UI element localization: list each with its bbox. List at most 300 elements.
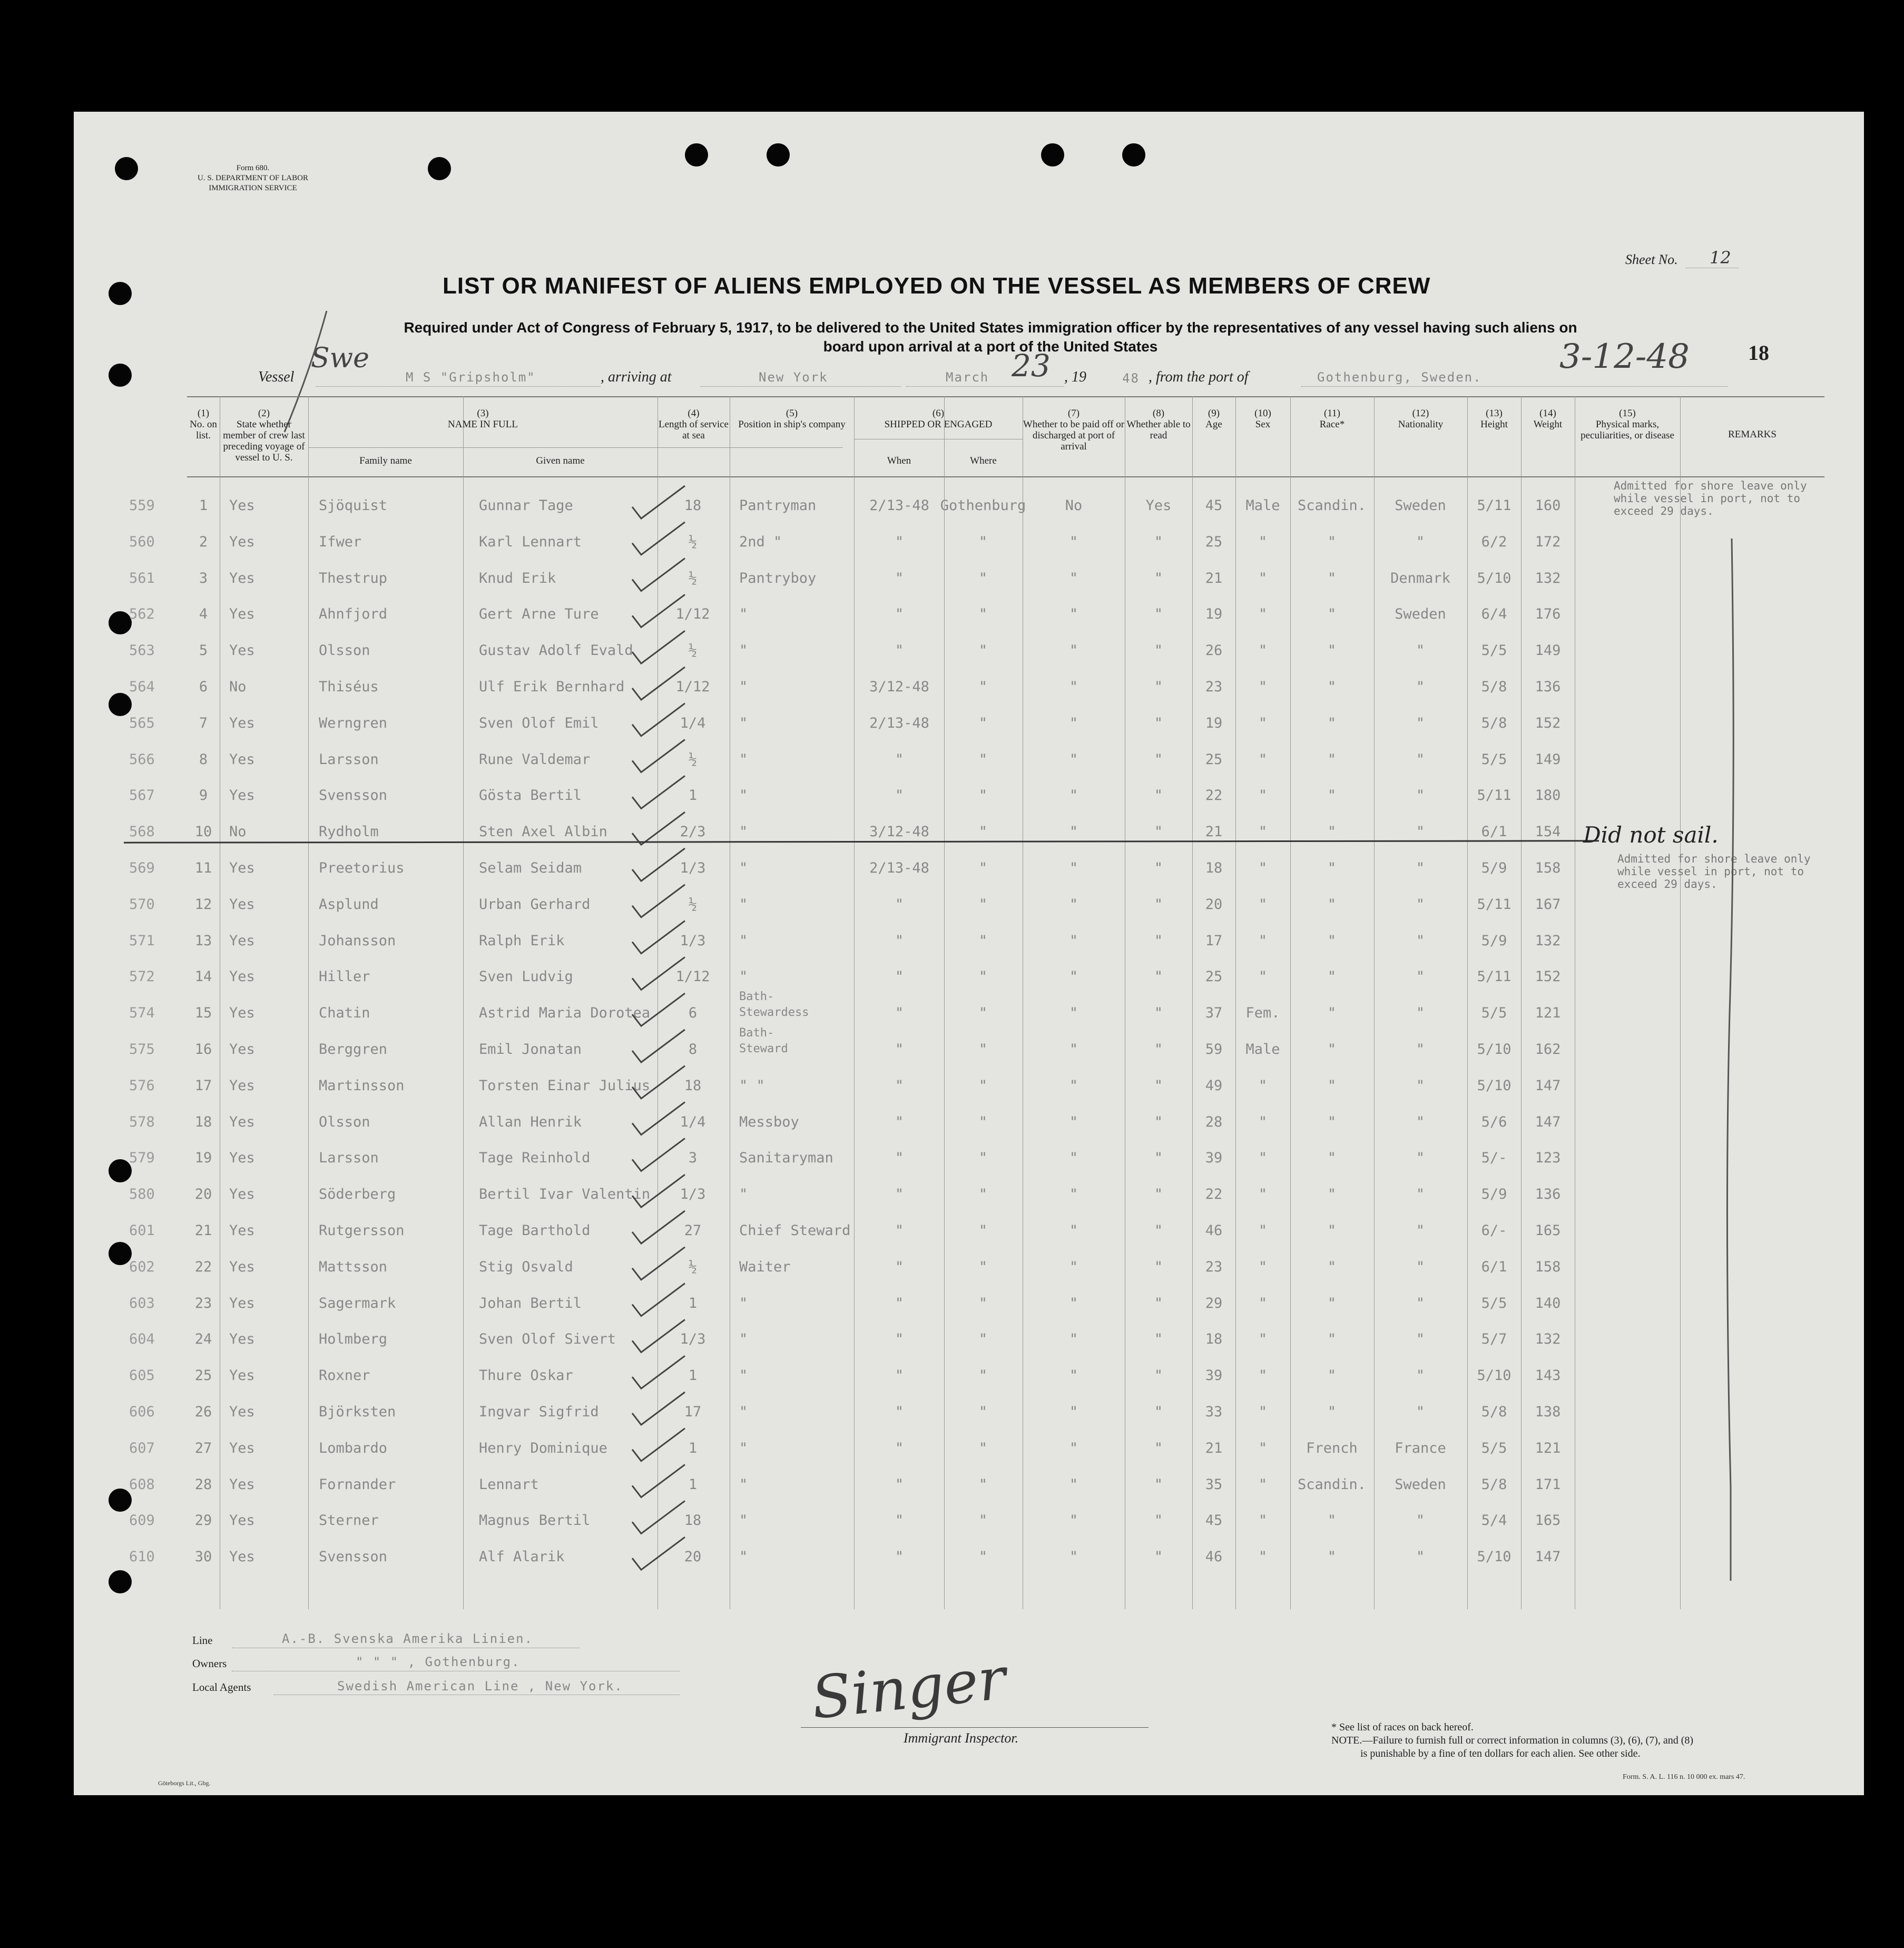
cell-position: " — [739, 824, 748, 840]
cell-margin-number: 562 — [129, 606, 155, 623]
cell-nationality: " — [1416, 714, 1425, 731]
cell-shipped-where: " — [978, 787, 988, 804]
cell-nationality: " — [1416, 1077, 1425, 1094]
local-agents-label: Local Agents — [192, 1681, 251, 1694]
cell-paid-off: " — [1069, 1512, 1078, 1529]
check-mark — [632, 1247, 685, 1280]
vessel-label: Vessel — [258, 369, 295, 385]
cell-given-name: Tage Reinhold — [479, 1150, 591, 1167]
cell-paid-off: " — [1069, 1331, 1078, 1348]
cell-race: " — [1327, 1150, 1337, 1167]
cell-shipped-where: " — [978, 1150, 988, 1167]
check-mark — [632, 1501, 685, 1533]
cell-paid-off: " — [1069, 1222, 1078, 1239]
cell-weight: 152 — [1535, 968, 1561, 985]
cell-shipped-where: " — [978, 860, 988, 876]
cell-given-name: Henry Dominique — [479, 1440, 607, 1456]
cell-prior-voyage: Yes — [229, 1041, 255, 1058]
cell-race: " — [1327, 1258, 1337, 1275]
cell-able-to-read: " — [1154, 1476, 1163, 1493]
cell-nationality: Denmark — [1390, 570, 1450, 586]
cell-nationality: France — [1395, 1440, 1446, 1456]
check-mark — [632, 957, 685, 990]
owners-value: " " " , Gothenburg. — [356, 1655, 521, 1669]
cell-position: " — [739, 968, 748, 985]
cell-shipped-where: " — [978, 1476, 988, 1493]
cell-able-to-read: " — [1154, 1150, 1163, 1167]
cell-list-number: 27 — [194, 1440, 212, 1456]
cell-position: Waiter — [739, 1258, 791, 1275]
cell-age: 39 — [1205, 1367, 1223, 1384]
cell-margin-number: 608 — [129, 1476, 155, 1493]
cell-able-to-read: " — [1154, 1404, 1163, 1420]
cell-paid-off: " — [1069, 824, 1078, 840]
cell-age: 19 — [1205, 606, 1223, 623]
check-mark — [632, 1284, 685, 1316]
cell-sex: " — [1258, 714, 1268, 731]
cell-prior-voyage: Yes — [229, 1367, 255, 1384]
punch-hole — [109, 1242, 132, 1265]
cell-paid-off: " — [1069, 1404, 1078, 1420]
cell-age: 33 — [1205, 1404, 1223, 1420]
cell-service-length: 1 — [688, 1295, 698, 1311]
header-remarks: REMARKS — [1728, 429, 1777, 440]
cell-given-name: Ingvar Sigfrid — [479, 1404, 599, 1420]
cell-age: 35 — [1205, 1476, 1223, 1493]
cell-family-name: Sagermark — [319, 1295, 396, 1311]
cell-able-to-read: " — [1154, 1005, 1163, 1022]
form-number: Form 680. — [236, 164, 270, 172]
cell-paid-off: " — [1069, 896, 1078, 913]
cell-paid-off: " — [1069, 1077, 1078, 1094]
cell-list-number: 18 — [194, 1113, 212, 1130]
cell-age: 18 — [1205, 1331, 1223, 1348]
cell-prior-voyage: Yes — [229, 570, 255, 586]
cell-position: " — [739, 1186, 748, 1203]
cell-paid-off: " — [1069, 1258, 1078, 1275]
cell-nationality: " — [1416, 1549, 1425, 1565]
cell-margin-number: 560 — [129, 533, 155, 550]
cell-shipped-when: " — [895, 642, 904, 659]
cell-weight: 140 — [1535, 1295, 1561, 1311]
cell-service-length: 17 — [684, 1404, 702, 1420]
cell-given-name: Sten Axel Albin — [479, 824, 607, 840]
cell-race: " — [1327, 570, 1337, 586]
cell-prior-voyage: Yes — [229, 497, 255, 514]
cell-age: 25 — [1205, 533, 1223, 550]
header-age: (9) Age — [1205, 408, 1222, 430]
cell-age: 28 — [1205, 1113, 1223, 1130]
printer-mark: Göteborgs Lit., Gbg. — [158, 1779, 211, 1787]
cell-given-name: Sven Ludvig — [479, 968, 573, 985]
cell-prior-voyage: Yes — [229, 1222, 255, 1239]
cell-margin-number: 569 — [129, 860, 155, 876]
cell-service-length: 8 — [688, 1041, 698, 1058]
cell-position: " — [739, 1331, 748, 1348]
cell-race: " — [1327, 714, 1337, 731]
cell-race: " — [1327, 1331, 1337, 1348]
cell-nationality: " — [1416, 896, 1425, 913]
cell-family-name: Svensson — [319, 1549, 388, 1565]
cell-position: " — [739, 860, 748, 876]
header-physical-marks: (15) Physical marks, peculiarities, or disease — [1581, 408, 1674, 441]
cell-family-name: Rydholm — [319, 824, 379, 840]
cell-shipped-when: " — [895, 606, 904, 623]
check-mark — [632, 559, 685, 591]
cell-margin-number: 571 — [129, 932, 155, 949]
subtitle-line-2: board upon arrival at a port of the United States — [823, 338, 1158, 355]
header-height: (13) Height — [1480, 408, 1508, 430]
cell-list-number: 7 — [199, 714, 208, 731]
cell-sex: " — [1258, 1331, 1268, 1348]
cell-given-name: Alf Alarik — [479, 1549, 565, 1565]
cell-prior-voyage: Yes — [229, 533, 255, 550]
note-penalty-2: is punishable by a fine of ten dollars for each alien. See other side. — [1360, 1748, 1641, 1759]
inspector-label: Immigrant Inspector. — [904, 1730, 1019, 1746]
cell-sex: " — [1258, 679, 1268, 695]
cell-race: " — [1327, 787, 1337, 804]
cell-sex: " — [1258, 860, 1268, 876]
cell-family-name: Fornander — [319, 1476, 396, 1493]
cell-able-to-read: " — [1154, 1258, 1163, 1275]
header-sex: (10) Sex — [1254, 408, 1271, 430]
handwritten-number: 18 — [1748, 341, 1769, 365]
cell-height: 5/10 — [1477, 1549, 1512, 1565]
cell-position: Bath- Stewardess — [739, 990, 809, 1020]
cell-shipped-when: " — [895, 1041, 904, 1058]
cell-sex: " — [1258, 570, 1268, 586]
cell-service-length: 27 — [684, 1222, 702, 1239]
cell-race: " — [1327, 824, 1337, 840]
cell-age: 23 — [1205, 679, 1223, 695]
cell-given-name: Gösta Bertil — [479, 787, 582, 804]
owners-label: Owners — [192, 1657, 227, 1670]
year-label: , 19 — [1064, 369, 1086, 385]
cell-height: 6/4 — [1481, 606, 1507, 623]
cell-sex: " — [1258, 1258, 1268, 1275]
cell-paid-off: " — [1069, 1041, 1078, 1058]
cell-given-name: Thure Oskar — [479, 1367, 573, 1384]
cell-weight: 180 — [1535, 787, 1561, 804]
cell-nationality: " — [1416, 1113, 1425, 1130]
check-mark — [632, 1102, 685, 1135]
cell-height: 6/1 — [1481, 1258, 1507, 1275]
form-print-number: Form. S. A. L. 116 n. 10 000 ex. mars 47. — [1623, 1773, 1745, 1781]
cell-shipped-when: 3/12-48 — [869, 679, 929, 695]
subtitle-line-1: Required under Act of Congress of February 5, 1917, to be delivered to the United States immigration officer by the representatives of any vessel having such aliens on — [404, 319, 1577, 336]
from-label: , from the port of — [1149, 369, 1249, 385]
cell-sex: " — [1258, 968, 1268, 985]
cell-service-length: 3 — [688, 1150, 698, 1167]
cell-margin-number: 605 — [129, 1367, 155, 1384]
cell-shipped-when: " — [895, 1222, 904, 1239]
cell-position: Pantryman — [739, 497, 817, 514]
check-mark — [632, 486, 685, 518]
cell-weight: 149 — [1535, 751, 1561, 768]
punch-hole — [109, 611, 132, 634]
cell-list-number: 26 — [194, 1404, 212, 1420]
cell-service-length: 18 — [684, 1512, 702, 1529]
cell-nationality: " — [1416, 679, 1425, 695]
vessel-handwritten: Swe — [311, 342, 369, 374]
cell-given-name: Allan Henrik — [479, 1113, 582, 1130]
cell-margin-number: 606 — [129, 1404, 155, 1420]
header-prior-voyage: (2) State whether member of crew last preceding voyage of vessel to U. S. — [223, 408, 305, 463]
cell-service-length: ½ — [688, 642, 698, 659]
cell-prior-voyage: Yes — [229, 1549, 255, 1565]
check-mark — [632, 1428, 685, 1461]
cell-position: Bath- Steward — [739, 1026, 788, 1055]
cell-list-number: 29 — [194, 1512, 212, 1529]
cell-given-name: Emil Jonatan — [479, 1041, 582, 1058]
cell-paid-off: " — [1069, 1440, 1078, 1456]
cell-prior-voyage: Yes — [229, 860, 255, 876]
cell-nationality: " — [1416, 1041, 1425, 1058]
cell-height: 5/9 — [1481, 1186, 1507, 1203]
page-subtitle — [227, 318, 1754, 356]
cell-shipped-where: " — [978, 896, 988, 913]
cell-weight: 160 — [1535, 497, 1561, 514]
cell-paid-off: " — [1069, 1549, 1078, 1565]
line-label: Line — [192, 1634, 213, 1647]
header-able-to-read: (8) Whether able to read — [1126, 408, 1191, 441]
cell-race: " — [1327, 1404, 1337, 1420]
cell-service-length: 2/3 — [680, 824, 706, 840]
cell-sex: " — [1258, 1222, 1268, 1239]
cell-age: 45 — [1205, 497, 1223, 514]
cell-shipped-when: " — [895, 1258, 904, 1275]
cell-nationality: " — [1416, 787, 1425, 804]
cell-age: 45 — [1205, 1512, 1223, 1529]
cell-age: 21 — [1205, 570, 1223, 586]
cell-paid-off: " — [1069, 1150, 1078, 1167]
cell-margin-number: 603 — [129, 1295, 155, 1311]
cell-prior-voyage: Yes — [229, 1005, 255, 1022]
note-races: * See list of races on back hereof. — [1331, 1721, 1474, 1733]
check-mark — [632, 1174, 685, 1207]
cell-race: " — [1327, 968, 1337, 985]
cell-sex: " — [1258, 1476, 1268, 1493]
cell-prior-voyage: Yes — [229, 1186, 255, 1203]
cell-family-name: Martinsson — [319, 1077, 405, 1094]
cell-height: 6/2 — [1481, 533, 1507, 550]
local-agents-value: Swedish American Line , New York. — [337, 1679, 623, 1694]
cell-position: Pantryboy — [739, 570, 817, 586]
cell-paid-off: " — [1069, 606, 1078, 623]
punch-hole — [1041, 143, 1064, 167]
punch-hole — [109, 1159, 132, 1182]
cell-shipped-when: " — [895, 1367, 904, 1384]
cell-paid-off: " — [1069, 679, 1078, 695]
cell-margin-number: 567 — [129, 787, 155, 804]
cell-nationality: " — [1416, 642, 1425, 659]
cell-family-name: Lombardo — [319, 1440, 388, 1456]
cell-height: 5/11 — [1477, 787, 1512, 804]
cell-weight: 136 — [1535, 1186, 1561, 1203]
cell-shipped-when: " — [895, 1549, 904, 1565]
cell-prior-voyage: Yes — [229, 1150, 255, 1167]
cell-position: Chief Steward — [739, 1222, 851, 1239]
cell-able-to-read: " — [1154, 751, 1163, 768]
cell-list-number: 28 — [194, 1476, 212, 1493]
cell-height: 5/5 — [1481, 751, 1507, 768]
cell-list-number: 14 — [194, 968, 212, 985]
cell-paid-off: " — [1069, 787, 1078, 804]
cell-shipped-when: 3/12-48 — [869, 824, 929, 840]
cell-list-number: 2 — [199, 533, 208, 550]
cell-service-length: 1/4 — [680, 714, 706, 731]
cell-margin-number: 578 — [129, 1113, 155, 1130]
cell-service-length: ½ — [688, 896, 698, 913]
cell-able-to-read: " — [1154, 896, 1163, 913]
cell-list-number: 3 — [199, 570, 208, 586]
cell-able-to-read: " — [1154, 642, 1163, 659]
cell-height: 5/10 — [1477, 1041, 1512, 1058]
cell-height: 5/8 — [1481, 714, 1507, 731]
cell-list-number: 21 — [194, 1222, 212, 1239]
cell-shipped-when: " — [895, 751, 904, 768]
cell-weight: 162 — [1535, 1041, 1561, 1058]
header-shipped-or-engaged: (6) SHIPPED OR ENGAGED — [884, 408, 993, 430]
cell-prior-voyage: Yes — [229, 1295, 255, 1311]
cell-shipped-when: " — [895, 1113, 904, 1130]
cell-shipped-where: " — [978, 1512, 988, 1529]
cell-paid-off: " — [1069, 932, 1078, 949]
cell-weight: 132 — [1535, 570, 1561, 586]
cell-given-name: Lennart — [479, 1476, 539, 1493]
cell-position: Sanitaryman — [739, 1150, 833, 1167]
cell-prior-voyage: Yes — [229, 896, 255, 913]
check-mark — [632, 1138, 685, 1171]
cell-sex: " — [1258, 1440, 1268, 1456]
cell-family-name: Olsson — [319, 642, 370, 659]
cell-service-length: 1 — [688, 1367, 698, 1384]
cell-shipped-when: " — [895, 1404, 904, 1420]
cell-sex: " — [1258, 824, 1268, 840]
cell-list-number: 10 — [194, 824, 212, 840]
check-mark — [632, 1211, 685, 1244]
cell-family-name: Svensson — [319, 787, 388, 804]
cell-list-number: 13 — [194, 932, 212, 949]
cell-prior-voyage: Yes — [229, 787, 255, 804]
cell-list-number: 19 — [194, 1150, 212, 1167]
header-nationality: (12) Nationality — [1398, 408, 1444, 430]
cell-able-to-read: " — [1154, 1186, 1163, 1203]
cell-height: 6/1 — [1481, 824, 1507, 840]
cell-sex: " — [1258, 1512, 1268, 1529]
arrival-year: 48 — [1122, 371, 1140, 386]
cell-position: " — [739, 787, 748, 804]
cell-list-number: 8 — [199, 751, 208, 768]
cell-given-name: Bertil Ivar Valentin — [479, 1186, 651, 1203]
cell-shipped-where: " — [978, 1113, 988, 1130]
page-title: LIST OR MANIFEST OF ALIENS EMPLOYED ON THE VESSEL AS MEMBERS OF CREW — [443, 273, 1431, 299]
check-mark — [632, 594, 685, 627]
cell-paid-off: " — [1069, 714, 1078, 731]
punch-hole — [109, 282, 132, 305]
cell-shipped-when: 2/13-48 — [869, 860, 929, 876]
cell-list-number: 16 — [194, 1041, 212, 1058]
cell-shipped-when: " — [895, 932, 904, 949]
cell-nationality: " — [1416, 860, 1425, 876]
vessel-name: M S "Gripsholm" — [406, 370, 536, 385]
cell-family-name: Thiséus — [319, 679, 379, 695]
cell-prior-voyage: Yes — [229, 968, 255, 985]
cell-shipped-when: " — [895, 533, 904, 550]
cell-margin-number: 579 — [129, 1150, 155, 1167]
line-value: A.-B. Svenska Amerika Linien. — [282, 1631, 534, 1646]
cell-nationality: " — [1416, 1331, 1425, 1348]
cell-nationality: Sweden — [1395, 497, 1446, 514]
cell-family-name: Chatin — [319, 1005, 370, 1022]
cell-height: 5/8 — [1481, 1476, 1507, 1493]
cell-shipped-where: " — [978, 570, 988, 586]
cell-height: 5/11 — [1477, 896, 1512, 913]
cell-race: " — [1327, 1222, 1337, 1239]
cell-shipped-where: " — [978, 1295, 988, 1311]
arrival-day: 23 — [1012, 348, 1051, 384]
cell-prior-voyage: Yes — [229, 1512, 255, 1529]
check-mark — [632, 1392, 685, 1425]
cell-race: " — [1327, 751, 1337, 768]
cell-position: Messboy — [739, 1113, 799, 1130]
header-position: (5) Position in ship's company — [738, 408, 846, 430]
cell-position: " — [739, 751, 748, 768]
cell-race: " — [1327, 1077, 1337, 1094]
cell-age: 49 — [1205, 1077, 1223, 1094]
cell-weight: 147 — [1535, 1113, 1561, 1130]
cell-height: 5/11 — [1477, 968, 1512, 985]
cell-shipped-where: " — [978, 1186, 988, 1203]
remark-shore-leave-top: Admitted for shore leave only while vessel in port, not to exceed 29 days. — [1614, 479, 1807, 517]
check-mark — [632, 885, 685, 917]
cell-shipped-where: " — [978, 824, 988, 840]
punch-hole — [1122, 143, 1145, 167]
cell-able-to-read: " — [1154, 787, 1163, 804]
cell-service-length: 1 — [688, 1440, 698, 1456]
cell-paid-off: " — [1069, 751, 1078, 768]
cell-age: 25 — [1205, 968, 1223, 985]
cell-margin-number: 609 — [129, 1512, 155, 1529]
punch-hole — [109, 693, 132, 716]
cell-sex: Male — [1245, 1041, 1280, 1058]
check-mark — [632, 703, 685, 736]
cell-position: " — [739, 1440, 748, 1456]
check-mark — [632, 522, 685, 555]
cell-margin-number: 574 — [129, 1005, 155, 1022]
departure-port: Gothenburg, Sweden. — [1317, 370, 1482, 385]
cell-family-name: Werngren — [319, 714, 388, 731]
cell-position: " — [739, 714, 748, 731]
cell-age: 26 — [1205, 642, 1223, 659]
check-mark — [632, 667, 685, 700]
cell-service-length: 1/3 — [680, 1186, 706, 1203]
cell-paid-off: " — [1069, 860, 1078, 876]
cell-able-to-read: " — [1154, 860, 1163, 876]
cell-weight: 121 — [1535, 1005, 1561, 1022]
cell-shipped-where: " — [978, 1549, 988, 1565]
cell-nationality: " — [1416, 1367, 1425, 1384]
cell-position: " — [739, 1404, 748, 1420]
arrival-port: New York — [759, 370, 828, 385]
cell-paid-off: " — [1069, 1186, 1078, 1203]
note-penalty-1: NOTE.—Failure to furnish full or correct information in columns (3), (6), (7), and (8) — [1331, 1735, 1694, 1746]
cell-height: 5/5 — [1481, 1440, 1507, 1456]
cell-age: 29 — [1205, 1295, 1223, 1311]
cell-age: 46 — [1205, 1222, 1223, 1239]
cell-able-to-read: " — [1154, 1113, 1163, 1130]
cell-margin-number: 559 — [129, 497, 155, 514]
